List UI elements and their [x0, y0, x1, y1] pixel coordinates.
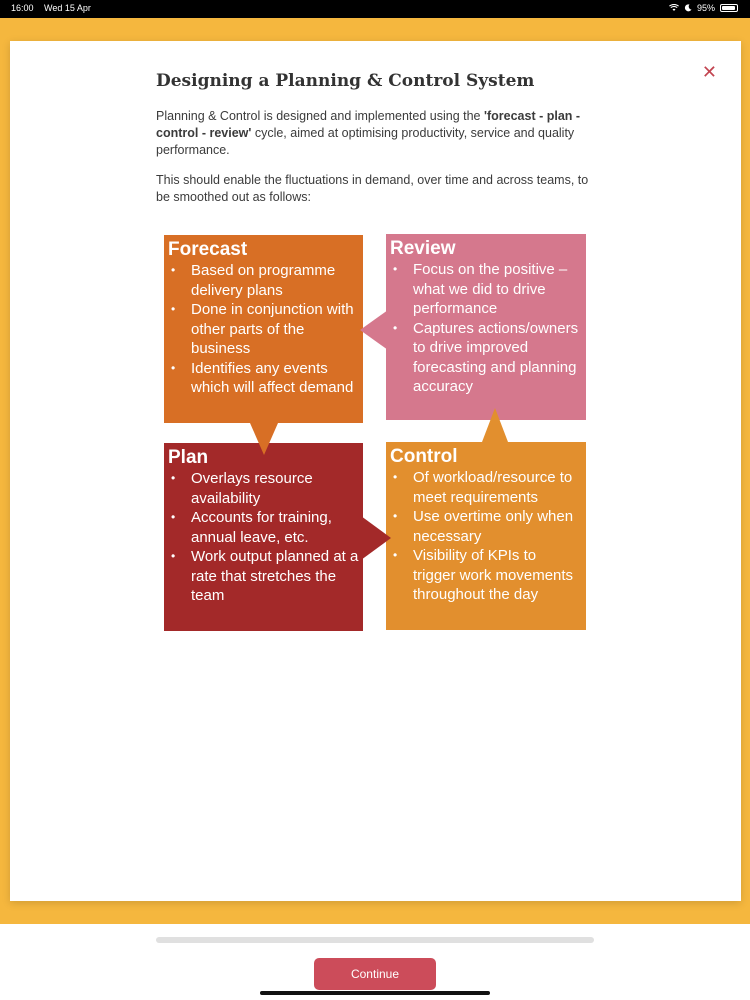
- modal-title: Designing a Planning & Control System: [156, 71, 535, 91]
- plan-box: [164, 443, 363, 631]
- control-bullet: • Visibility of KPIs to trigger work movements throughout the day: [390, 546, 582, 605]
- plan-to-control-arrow: [361, 516, 391, 560]
- progress-track: [156, 937, 594, 943]
- forecast-to-plan-arrow: [250, 423, 278, 455]
- status-date: Wed 15 Apr: [44, 3, 91, 13]
- plan-title: Plan: [168, 447, 209, 468]
- modal-dialog: [10, 41, 741, 901]
- moon-icon: [684, 4, 692, 12]
- forecast-box: [164, 235, 363, 423]
- wifi-icon: [669, 4, 679, 12]
- control-bullet: • Use overtime only when necessary: [390, 507, 582, 546]
- control-bullet: • Of workload/resource to meet requirements: [390, 468, 582, 507]
- review-bullet: • Captures actions/owners to drive improved forecasting and planning accuracy: [390, 319, 582, 397]
- review-to-forecast-arrow: [360, 310, 388, 350]
- battery-percent: 95%: [696, 3, 715, 13]
- plan-bullet: • Accounts for training, annual leave, etc.: [168, 508, 359, 547]
- plan-bullet: • Overlays resource availability: [168, 469, 359, 508]
- review-title: Review: [390, 238, 456, 259]
- control-title: Control: [390, 446, 458, 467]
- control-to-review-arrow: [482, 408, 508, 442]
- intro-cycle-bold: 'forecast - plan - control - review': [156, 109, 581, 140]
- forecast-bullet: • Based on programme delivery plans: [168, 261, 359, 300]
- bottom-bar: [0, 924, 750, 1000]
- forecast-bullet: • Identifies any events which will affect demand: [168, 359, 359, 398]
- forecast-title: Forecast: [168, 239, 248, 260]
- review-bullet: • Focus on the positive – what we did to drive performance: [390, 260, 582, 319]
- review-box: [386, 234, 586, 420]
- status-time: 16:00: [11, 3, 34, 13]
- intro-paragraph: [156, 108, 596, 159]
- battery-icon: [720, 4, 738, 12]
- intro-text-start: Planning & Control is designed and implemented using the: [156, 109, 484, 123]
- status-right: [669, 3, 738, 13]
- control-box: [386, 442, 586, 630]
- smoothing-paragraph: This should enable the fluctuations in demand, over time and across teams, to be smoothed out as follows:: [156, 173, 589, 204]
- home-indicator: [260, 991, 490, 995]
- forecast-bullet: • Done in conjunction with other parts of the business: [168, 300, 359, 359]
- plan-bullet: • Work output planned at a rate that stretches the team: [168, 547, 359, 606]
- battery-fill: [722, 6, 735, 10]
- planning-control-diagram: [164, 233, 588, 633]
- continue-button[interactable]: Continue: [314, 958, 436, 990]
- progress-fill: [156, 937, 594, 943]
- close-icon[interactable]: ✕: [701, 62, 717, 82]
- status-bar: [0, 0, 750, 18]
- intro-text-end: cycle, aimed at optimising productivity, service and quality performance.: [156, 126, 575, 157]
